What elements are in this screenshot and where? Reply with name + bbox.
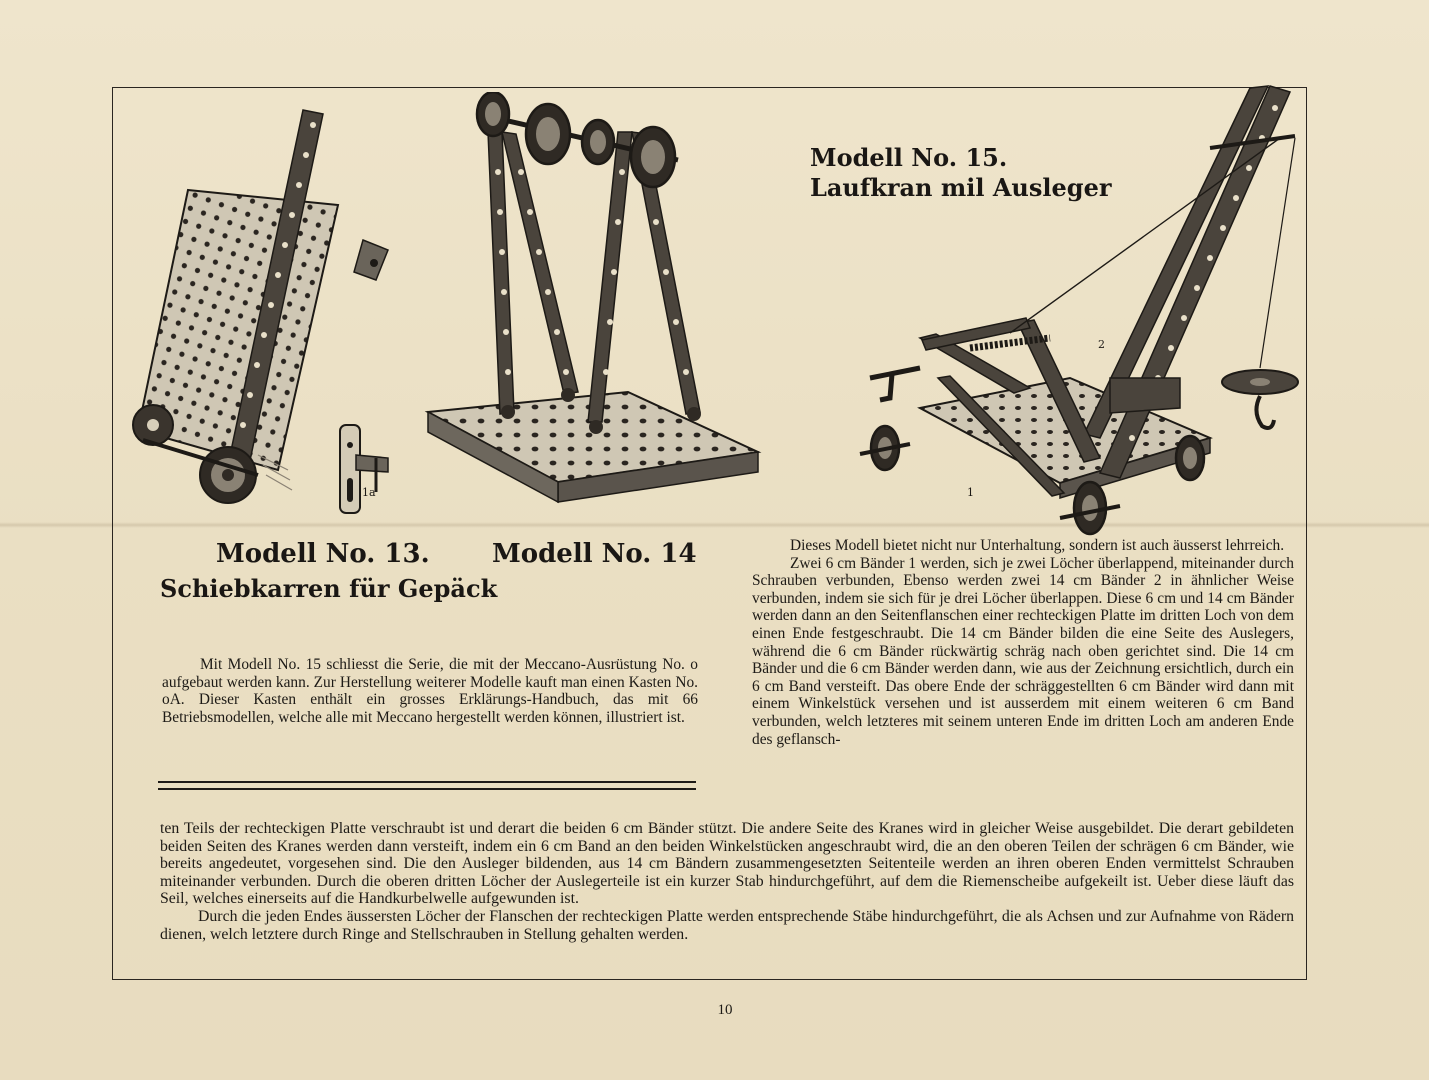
part-label-2: 2 (1098, 338, 1105, 351)
model-14-heading: Modell No. 14 (492, 539, 697, 569)
model-15-heading: Modell No. 15. (810, 143, 1008, 172)
continuation-paragraph: ten Teils der rechteckigen Platte verschraubt ist und derart die beiden 6 cm Bänder stützt. Die andere Seite des Kranes wird in gleicher Weise ausgebildet. Die derart gebildeten beiden Seiten des Kranes werden dann versteift, indem ein 6 cm Band an den beiden Winkelstücken angeschraubt wird, die an den oberen Teilen der schrägen 6 cm Bänder, wie bereits angedeutet, vorgesehen sind. Die den Ausleger bildenden, aus 14 cm Bändern zusammengesetzten Seitenteile werden an ihren oberen Enden vermittelst Schrauben miteinander verbunden. Durch die oberen dritten Löcher der Auslegerteile ist ein kurzer Stab hindurchgeführt, auf dem die Riemenscheibe aufgekeilt ist. Ueber diese läuft das Seil, welches einerseits auf die Handkurbelwelle aufgewunden ist. (160, 820, 1294, 908)
model-15-subtitle: Laufkran mil Ausleger (810, 173, 1112, 202)
divider-line-bottom (158, 788, 696, 790)
axle-paragraph: Durch die jeden Endes äussersten Löcher der Flanschen der rechteckigen Platte werden entsprechende Stäbe hindurchgeführt, die als Achsen und zur Aufnahme von Rädern dienen, welch letztere durch Ringe and Stellschrauben in Stellung gehalten werden. (160, 907, 1294, 943)
part-label-1a: 1a (362, 486, 376, 499)
part-label-1: 1 (967, 486, 974, 499)
divider-line-top (158, 781, 696, 783)
model-14-illustration (418, 92, 798, 532)
model-13-subtitle: Schiebkarren für Gepäck (160, 574, 498, 603)
model-15-description (752, 537, 1294, 748)
series-note-paragraph: Mit Modell No. 15 schliesst die Serie, die mit der Meccano-Ausrüstung No. o aufgebaut werden kann. Zur Herstellung weiterer Modelle kauft man einen Kasten No. oA. Dieser Kasten enthält ein grosses Erklärungs-Handbuch, das mit 66 Betriebsmodellen, welche alle mit Meccano hergestellt werden können, illustriert ist. (162, 656, 698, 726)
model-13-illustration (118, 100, 418, 520)
page-number: 10 (717, 1002, 733, 1018)
model-15-build-paragraph: Zwei 6 cm Bänder 1 werden, sich je zwei Löcher überlappend, miteinander durch Schrauben verbunden, Ebenso werden zwei 14 cm Bänder 2 in ähnlicher Weise verbunden, indem sie sich für je drei Löcher überlappen. Diese 6 cm und 14 cm Bänder werden dann an den Seitenflanschen einer rechteckigen Platte im dritten Loch von dem einen Ende festgeschraubt. Die 14 cm Bänder bilden die eine Seite des Auslegers, während die 6 cm Bänder rückwärtig schräg nach oben gerichtet sind. Die 14 cm Bänder und die 6 cm Bänder werden dann, wie aus der Zeichnung ersichtlich, durch ein 6 cm Band versteift. Das obere Ende der schräggestellten 6 cm Bänder wird dann mit einem Winkelstück versehen und ist ausserdem mit einem weiteren 6 cm Band verbunden, welch letzteres mit seinem unteren Ende im dritten Loch am anderen Ende des geflansch- (752, 554, 1294, 748)
model-15-intro-paragraph: Dieses Modell bietet nicht nur Unterhaltung, sondern ist auch äusserst lehrreich. (790, 537, 1285, 554)
model-15-continuation (160, 820, 1294, 943)
model-13-heading: Modell No. 13. (216, 539, 430, 569)
